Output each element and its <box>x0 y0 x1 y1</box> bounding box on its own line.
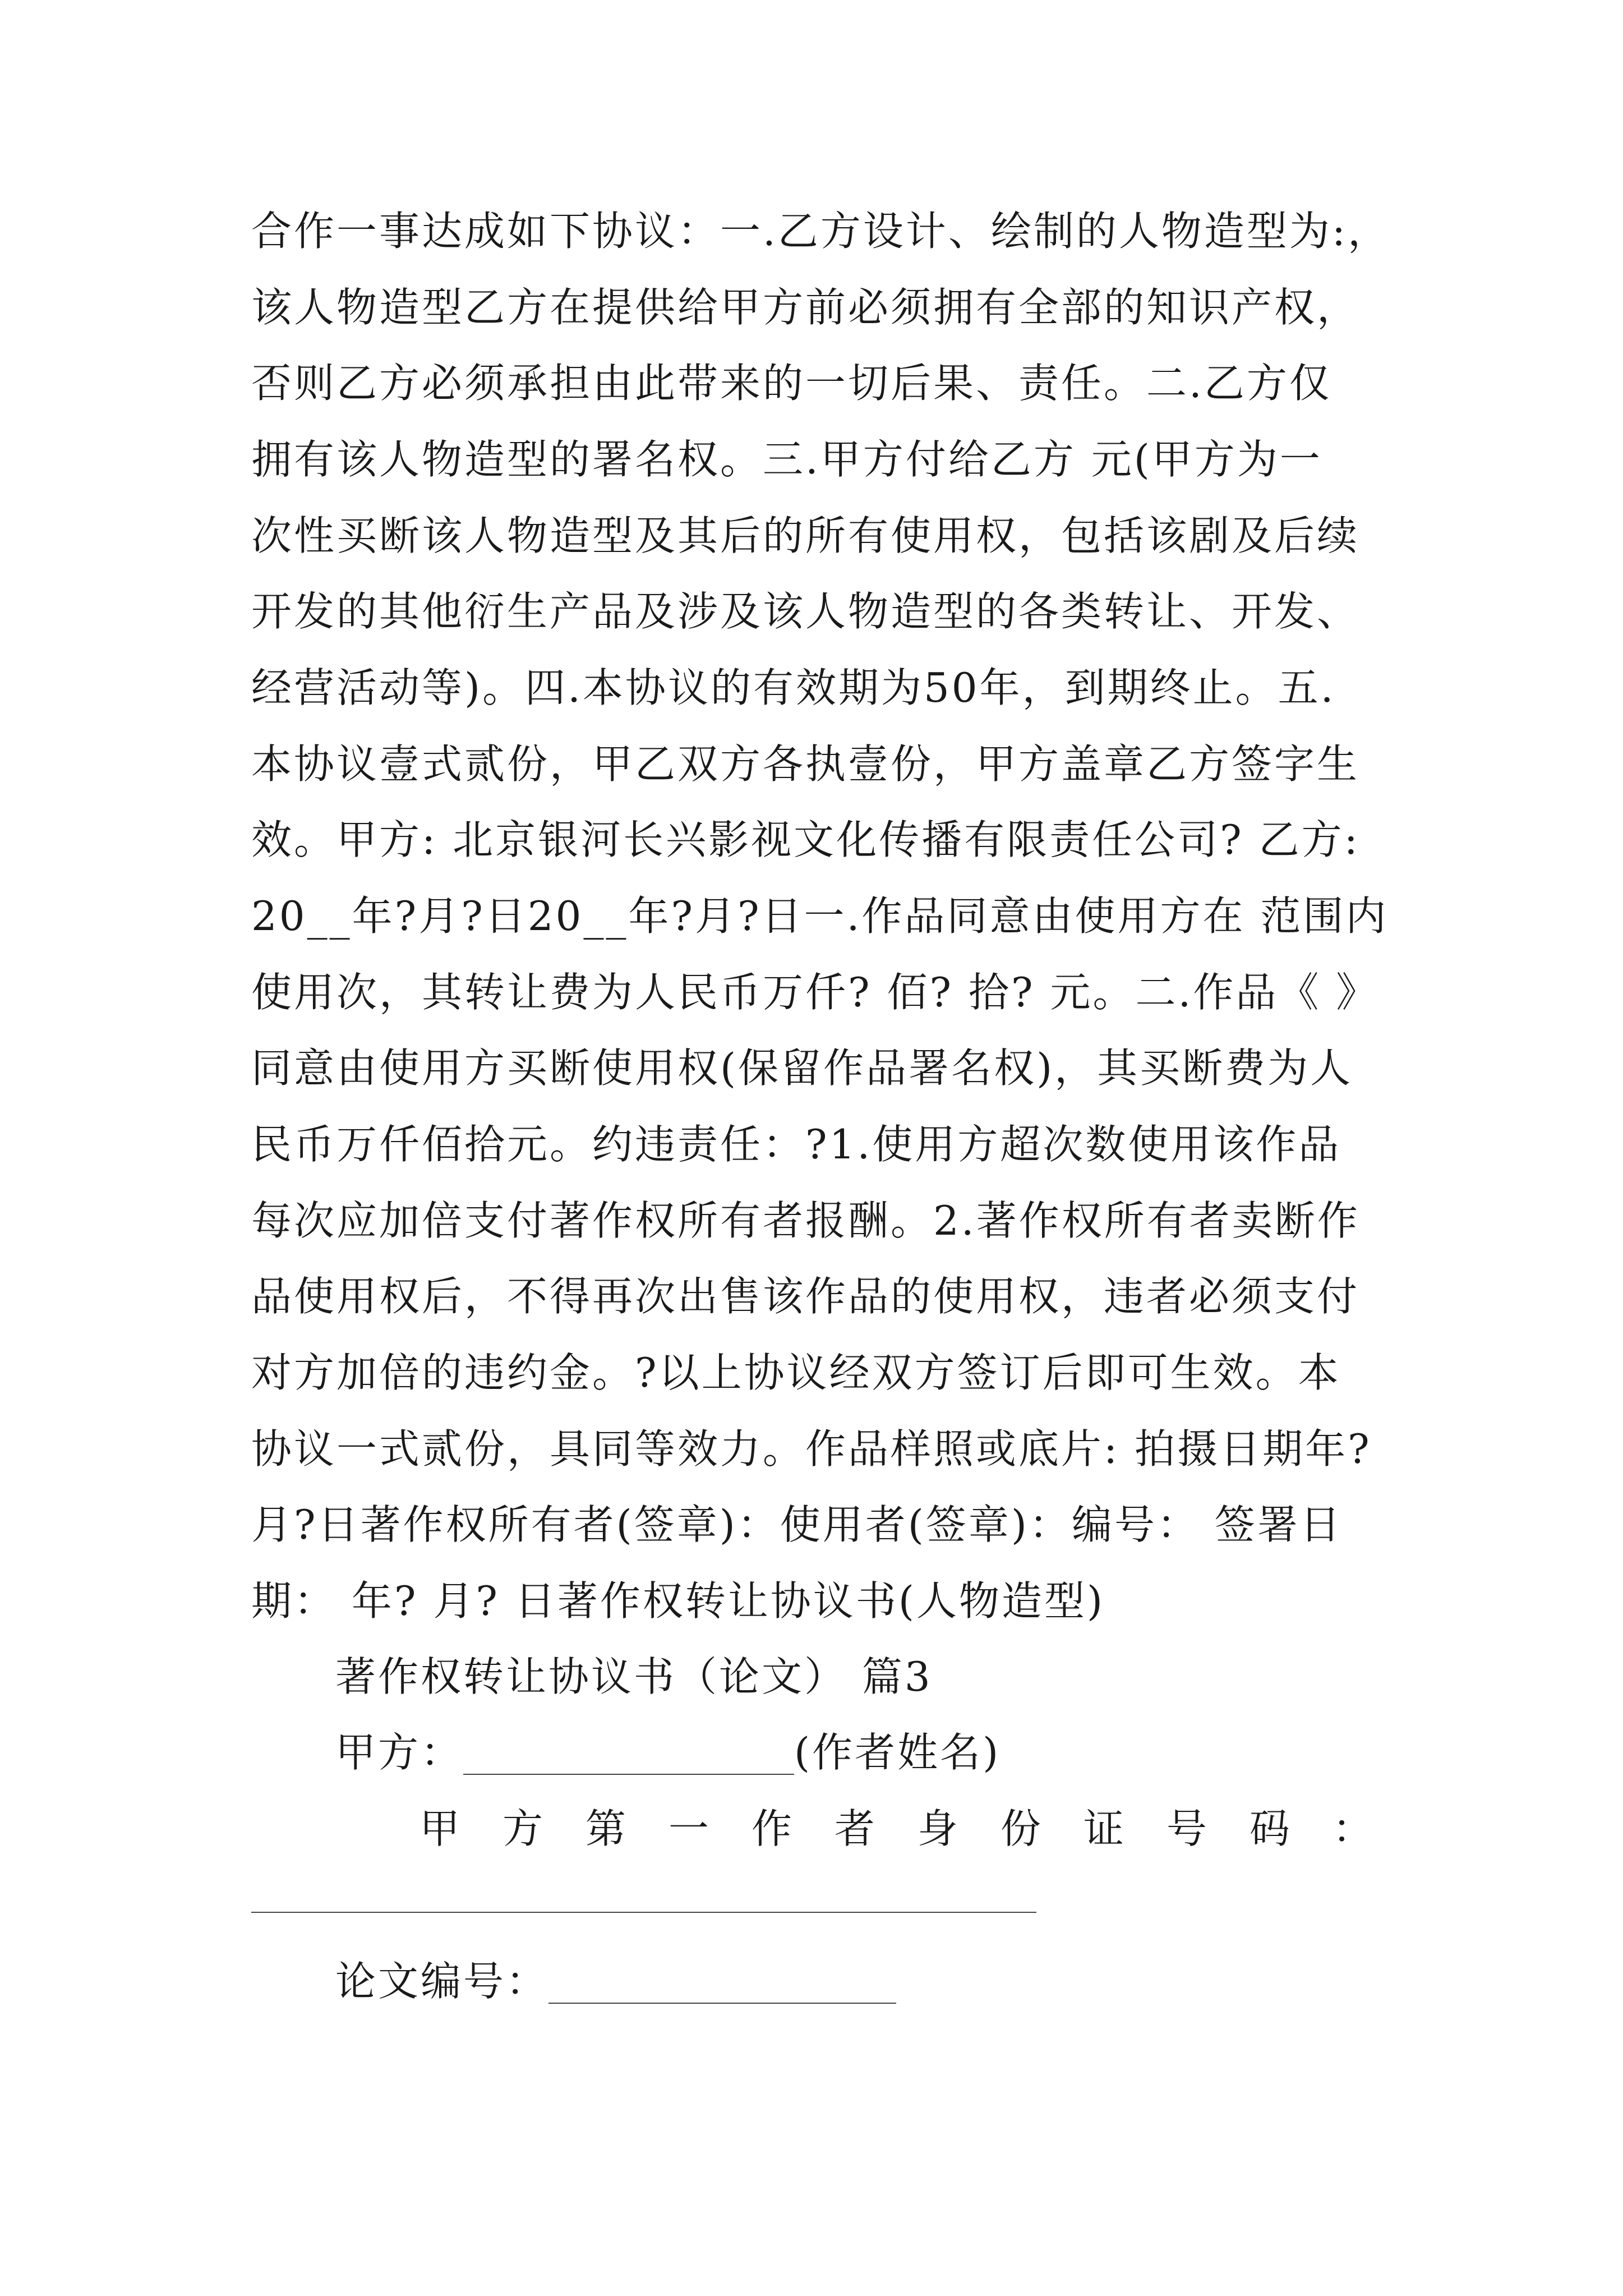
id-label-char: 一 <box>668 1805 709 1852</box>
body-line: 民币万仟佰拾元。约违责任：?1.使用方超次数使用该作品 <box>251 1121 1341 1168</box>
body-line: 期： 年? 月? 日著作权转让协议书(人物造型) <box>251 1577 1105 1625</box>
thesis-number-label: 论文编号： <box>335 1958 549 2005</box>
body-line: 本协议壹式贰份，甲乙双方各执壹份，甲方盖章乙方签字生 <box>251 740 1360 788</box>
body-line: 使用次，其转让费为人民币万仟? 佰? 拾? 元。二.作品《 》 <box>251 969 1379 1016</box>
body-line: 每次应加倍支付著作权所有者报酬。2.著作权所有者卖断作 <box>251 1197 1360 1244</box>
id-label-char: 作 <box>751 1805 792 1852</box>
id-label-char: 号 <box>1166 1805 1207 1852</box>
body-line: 月?日著作权所有者(签章)：使用者(签章)：编号： 签署日 <box>251 1501 1343 1548</box>
body-line: 协议一式贰份，具同等效力。作品样照或底片: 拍摄日期年? <box>251 1425 1372 1473</box>
id-label-char: ： <box>1332 1805 1373 1852</box>
id-label-char: 甲 <box>419 1805 460 1852</box>
body-line: 次性买断该人物造型及其后的所有使用权，包括该剧及后续 <box>251 512 1360 559</box>
id-label-char: 份 <box>1000 1805 1041 1852</box>
id-label-char: 第 <box>585 1805 626 1852</box>
party-a-row <box>335 1730 1000 1775</box>
id-label-char: 者 <box>834 1805 875 1852</box>
party-a-label: 甲方： <box>335 1729 464 1776</box>
id-label-char: 码 <box>1249 1805 1290 1852</box>
body-line: 否则乙方必须承担由此带来的一切后果、责任。二.乙方仅 <box>251 360 1332 407</box>
body-line: 品使用权后，不得再次出售该作品的使用权，违者必须支付 <box>251 1273 1360 1320</box>
body-line: 20__年?月?日20__年?月?日一.作品同意由使用方在 范围内 <box>251 892 1389 940</box>
body-line: 开发的其他衍生产品及涉及该人物造型的各类转让、开发、 <box>251 588 1360 635</box>
thesis-number-blank <box>548 1966 896 2004</box>
id-label-char: 证 <box>1083 1805 1124 1852</box>
body-line: 效。甲方: 北京银河长兴影视文化传播有限责任公司? 乙方: <box>251 816 1360 863</box>
id-number-blank <box>251 1912 1036 1913</box>
thesis-number-row <box>335 1959 896 2004</box>
section-heading: 著作权转让协议书（论文） 篇3 <box>335 1653 933 1700</box>
id-label-char: 方 <box>502 1805 543 1852</box>
id-number-label <box>419 1806 1373 1851</box>
body-line: 拥有该人物造型的署名权。三.甲方付给乙方 元(甲方为一 <box>251 436 1322 483</box>
body-line: 同意由使用方买断使用权(保留作品署名权)，其买断费为人 <box>251 1045 1353 1092</box>
body-line: 合作一事达成如下协议：一.乙方设计、绘制的人物造型为:， <box>251 208 1391 255</box>
body-line: 该人物造型乙方在提供给甲方前必须拥有全部的知识产权， <box>251 284 1360 331</box>
party-a-suffix: (作者姓名) <box>794 1729 1001 1776</box>
author-name-blank <box>463 1737 794 1775</box>
body-line: 经营活动等)。四.本协议的有效期为50年，到期终止。五. <box>251 664 1336 711</box>
id-label-char: 身 <box>917 1805 958 1852</box>
body-line: 对方加倍的违约金。?以上协议经双方签订后即可生效。本 <box>251 1349 1341 1396</box>
